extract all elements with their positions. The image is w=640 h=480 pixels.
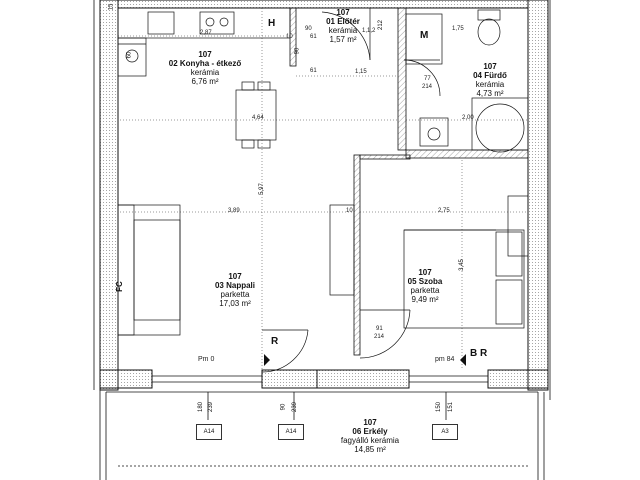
room-area: 14,85 m²	[354, 445, 386, 454]
dim-text: 239	[292, 401, 299, 413]
room-label-szoba	[395, 268, 455, 304]
room-area: 6,76 m²	[191, 77, 219, 86]
dim-text: 10	[286, 34, 293, 40]
dim-text: 239	[208, 401, 215, 413]
dim-text: 90	[294, 47, 301, 55]
room-area: 1,57 m²	[329, 35, 357, 44]
room-name: 04 Fürdő	[473, 71, 507, 80]
symbol-br: B R	[470, 348, 488, 359]
symbol-m: M	[420, 30, 429, 41]
symbol-h: H	[268, 18, 276, 29]
room-label-konyha	[155, 50, 255, 86]
room-number: 107	[336, 8, 350, 17]
dim-text: 212	[378, 19, 385, 31]
dim-text: 151	[448, 401, 455, 413]
window-tag: A14	[196, 424, 222, 440]
room-label-erkely	[320, 418, 420, 454]
dim-text: 77	[424, 76, 431, 82]
dim-text: 10	[346, 208, 353, 214]
room-material: kerámia	[328, 26, 358, 35]
room-name: 02 Konyha - étkező	[168, 59, 242, 68]
room-material: parketta	[220, 290, 250, 299]
window-tag: A14	[278, 424, 304, 440]
dim-text: 1,75	[452, 26, 464, 32]
dim-text: 15	[108, 3, 115, 11]
room-number: 107	[418, 268, 432, 277]
window-tag: A3	[432, 424, 458, 440]
dim-text: 61	[310, 34, 317, 40]
dim-text: 1,15	[355, 69, 367, 75]
room-material: kerámia	[475, 80, 505, 89]
room-label-furdo	[460, 62, 520, 98]
dim-text: 3,89	[228, 208, 240, 214]
room-name: 05 Szoba	[407, 277, 443, 286]
symbol-r: R	[271, 336, 279, 347]
room-name: 03 Nappali	[214, 281, 255, 290]
room-area: 4,73 m²	[476, 89, 504, 98]
dim-text: 2,75	[438, 208, 450, 214]
dim-text: 3,45	[458, 259, 465, 271]
dim-text: 91	[376, 326, 383, 332]
room-number: 107	[198, 50, 212, 59]
symbol-fc: FC	[114, 281, 124, 292]
dim-text: 2,00	[462, 115, 474, 121]
dim-text: 2,87	[200, 30, 212, 36]
room-material: kerámia	[190, 68, 220, 77]
dim-text: 5,97	[258, 183, 265, 195]
dim-text: 180	[198, 401, 205, 413]
dim-text: 60	[126, 51, 133, 59]
room-area: 17,03 m²	[219, 299, 251, 308]
room-area: 9,49 m²	[411, 295, 439, 304]
level-pm84: pm 84	[435, 356, 455, 363]
room-material: parketta	[410, 286, 440, 295]
door-swings	[262, 8, 440, 372]
dim-text: 214	[374, 334, 385, 340]
dim-text: 90	[305, 26, 312, 32]
dim-text: 214	[422, 84, 433, 90]
dim-text: 150	[436, 401, 443, 413]
dim-text: 4,64	[252, 115, 264, 121]
room-label-eloter	[318, 8, 368, 44]
room-number: 107	[483, 62, 497, 71]
sofa	[118, 205, 180, 335]
room-name: 01 Előtér	[326, 17, 360, 26]
level-pm0: Pm 0	[198, 356, 215, 363]
room-number: 107	[363, 418, 377, 427]
room-material: fagyálló kerámia	[340, 436, 400, 445]
dim-text: 90	[280, 403, 287, 411]
dim-text: 61	[310, 68, 317, 74]
room-label-nappali	[195, 272, 275, 308]
room-name: 06 Erkély	[352, 427, 388, 436]
dim-text: 1,1,2	[362, 28, 376, 34]
room-number: 107	[228, 272, 242, 281]
